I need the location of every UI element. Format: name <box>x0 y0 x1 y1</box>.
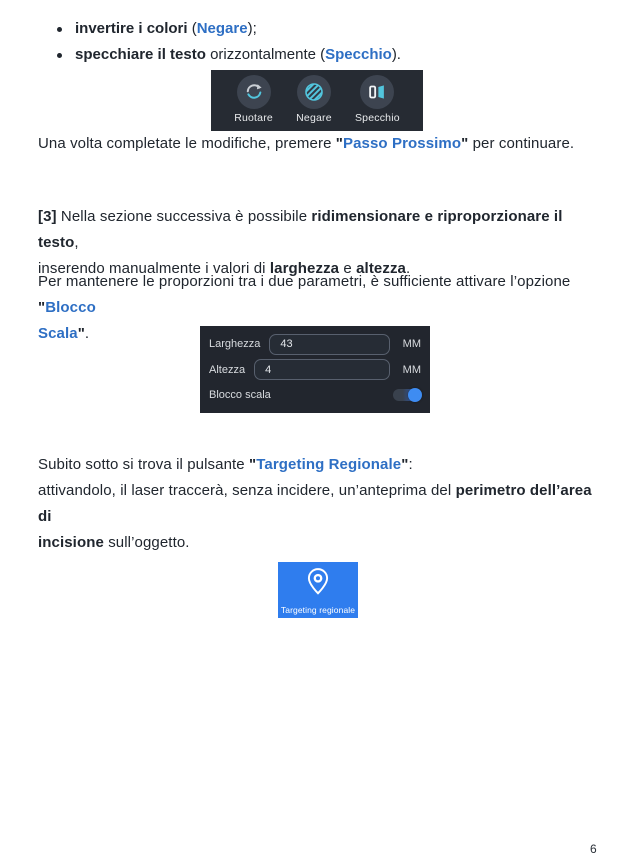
body-text: , <box>74 234 79 251</box>
body-text: . <box>84 325 90 342</box>
tool-label: Specchio <box>354 112 400 124</box>
mirror-icon <box>360 75 394 109</box>
height-unit-label: MM <box>402 363 421 376</box>
bullet-text: ( <box>187 20 197 37</box>
width-unit-label: MM <box>402 338 421 351</box>
scale-lock-toggle[interactable] <box>393 389 421 401</box>
tool-label: Negare <box>296 112 332 124</box>
bullet-icon <box>57 27 62 32</box>
bullet-accent-text: Negare <box>196 20 248 37</box>
bullet-list <box>57 16 577 68</box>
rotate-icon <box>237 75 271 109</box>
location-pin-icon <box>305 567 331 597</box>
height-input[interactable] <box>254 359 390 380</box>
edit-toolbar-screenshot <box>211 70 423 131</box>
body-text: : <box>408 456 413 473</box>
width-input[interactable] <box>269 334 390 355</box>
invert-icon <box>297 75 331 109</box>
bullet-text: ). <box>391 46 401 63</box>
bullet-text: ); <box>247 20 257 37</box>
body-text: . <box>406 260 411 277</box>
bullet-accent-text: Specchio <box>325 46 392 63</box>
bold-text: ridimensionare e riproporzionare il testo <box>38 208 563 251</box>
list-item <box>57 42 577 68</box>
body-text: Subito sotto si trova il pulsante <box>38 456 250 473</box>
width-row <box>209 332 421 356</box>
targeting-regionale-button[interactable] <box>278 562 358 618</box>
paragraph-passo-prossimo <box>38 131 600 157</box>
scale-lock-row <box>209 383 421 407</box>
bold-text: larghezza <box>269 260 340 277</box>
accent-text: Blocco <box>45 299 96 316</box>
dimensions-panel-screenshot <box>200 326 430 413</box>
body-text: per continuare. <box>468 135 575 152</box>
list-item <box>57 16 577 42</box>
bullet-bold-text: invertire i colori <box>75 20 188 37</box>
scale-lock-label: Blocco scala <box>209 388 271 401</box>
quote-mark: " <box>335 135 343 152</box>
bold-text: altezza <box>356 260 406 277</box>
quote-mark: " <box>38 299 46 316</box>
bullet-bold-text: specchiare il testo <box>75 46 206 63</box>
bullet-text: orizzontalmente ( <box>205 46 326 63</box>
body-text: Nella sezione successiva è possibile <box>56 208 312 225</box>
bullet-icon <box>57 53 62 58</box>
accent-text: Passo Prossimo <box>343 135 462 152</box>
quote-mark: " <box>461 135 469 152</box>
bold-text: perimetro dell’area di <box>38 482 592 525</box>
toggle-knob-icon <box>408 388 422 402</box>
rotate-button[interactable] <box>234 70 273 124</box>
targeting-button-label: Targeting regionale <box>280 605 356 615</box>
tool-label: Ruotare <box>234 112 273 124</box>
height-row <box>209 358 421 382</box>
accent-text: Scala <box>38 325 78 342</box>
body-text: Una volta completate le modifiche, premere <box>38 135 336 152</box>
page-number: 6 <box>590 842 597 856</box>
body-text: inserendo manualmente i valori di <box>38 260 270 277</box>
bold-text: incisione <box>38 534 104 551</box>
quote-mark: " <box>401 456 409 473</box>
invert-button[interactable] <box>296 70 332 124</box>
paragraph-targeting <box>38 452 600 556</box>
body-text: attivandolo, il laser traccerà, senza incidere, un’anteprima del <box>38 482 456 499</box>
accent-text: Targeting Regionale <box>256 456 402 473</box>
height-label: Altezza <box>209 363 246 376</box>
body-text: Per mantenere le proporzioni tra i due parametri, è sufficiente attivare l’opzione <box>38 273 571 290</box>
body-text: sull’oggetto. <box>103 534 190 551</box>
step-number: [3] <box>38 208 57 225</box>
width-label: Larghezza <box>209 338 261 351</box>
body-text: e <box>339 260 357 277</box>
quote-mark: " <box>249 456 257 473</box>
quote-mark: " <box>77 325 85 342</box>
mirror-button[interactable] <box>355 70 400 124</box>
